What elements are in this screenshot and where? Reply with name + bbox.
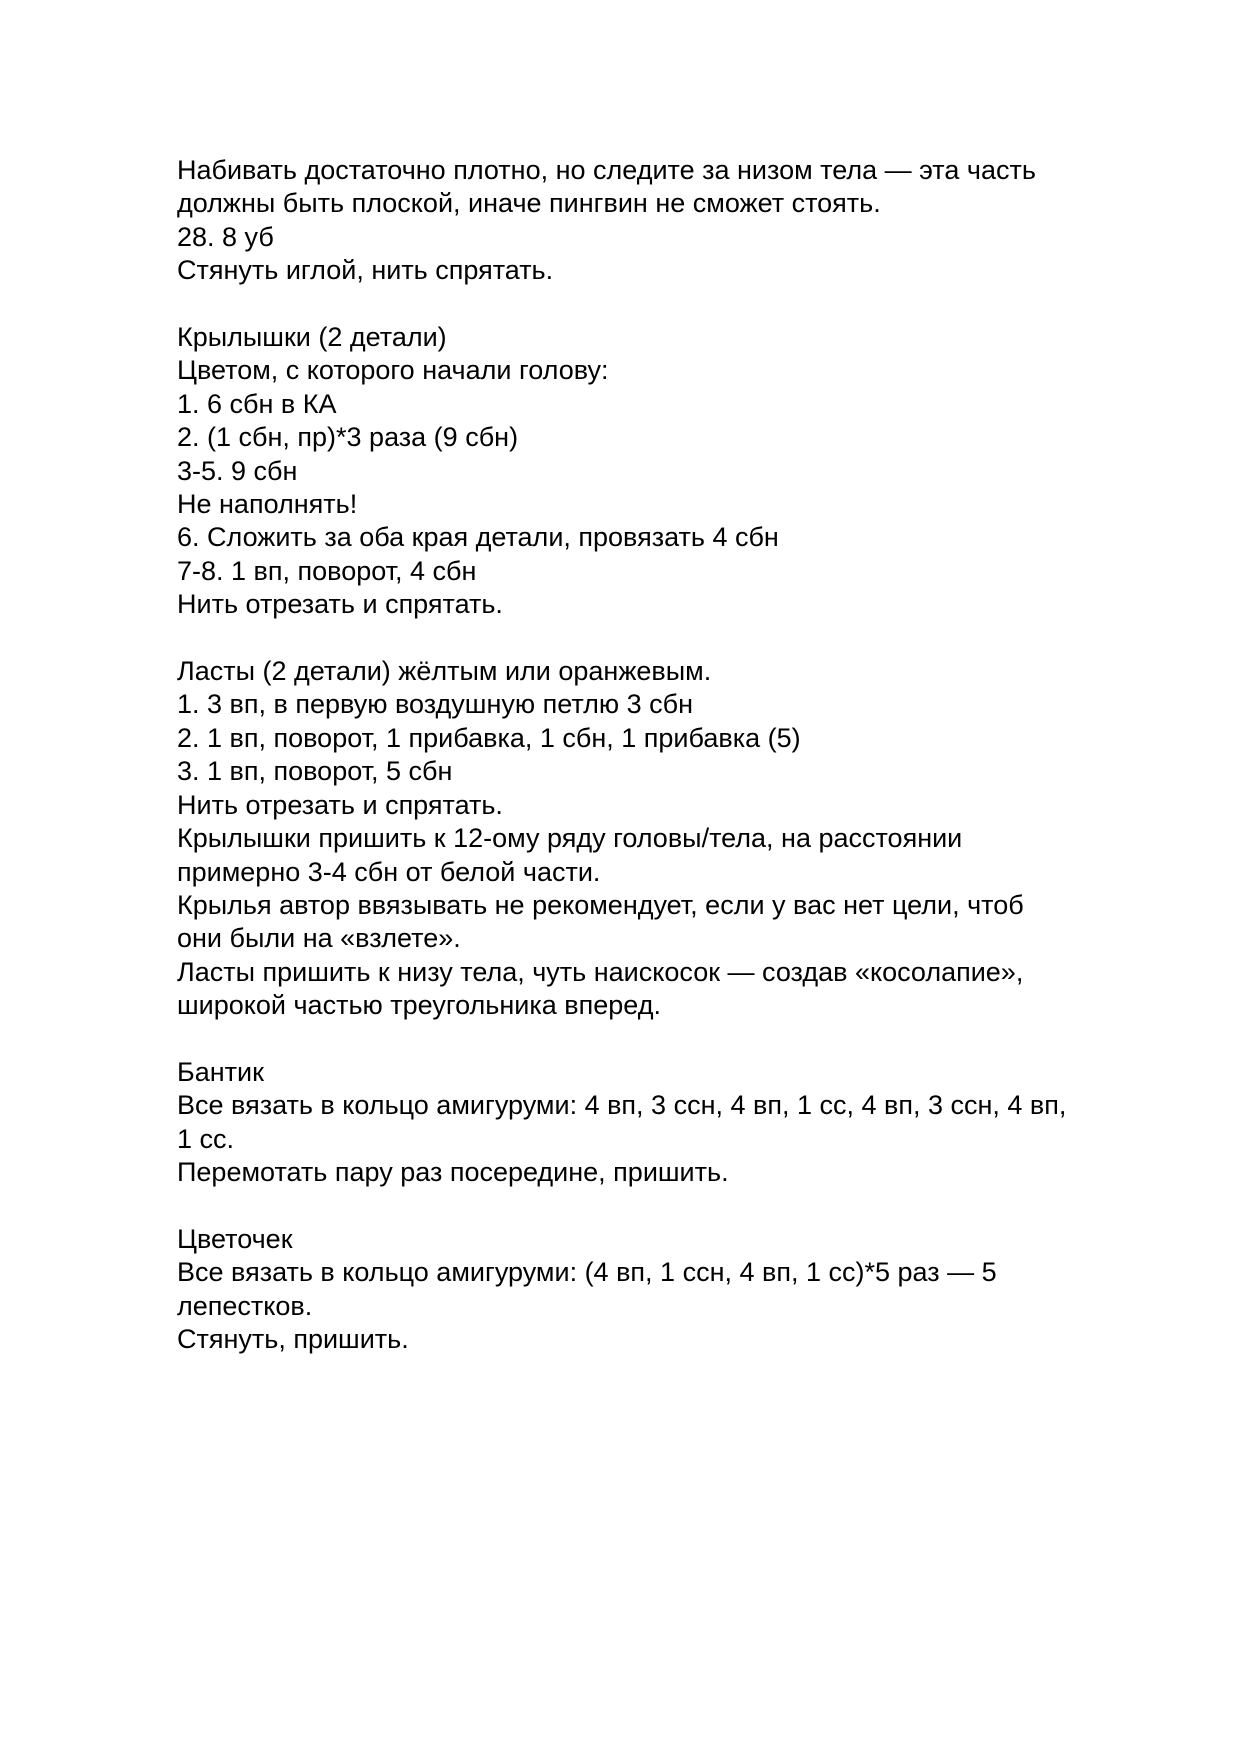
section-heading: Крылышки (2 детали) (177, 322, 447, 353)
text-line: Нить отрезать и спрятать. (177, 589, 503, 620)
text-line: 28. 8 уб (177, 221, 274, 252)
text-line: 7-8. 1 вп, поворот, 4 сбн (177, 555, 477, 586)
text-line: Нить отрезать и спрятать. (177, 789, 503, 820)
section-flower (177, 1223, 1167, 1357)
text-line: Стянуть иглой, нить спрятать. (177, 255, 554, 286)
text-line: 3-5. 9 сбн (177, 455, 298, 486)
text-line: 2. 1 вп, поворот, 1 прибавка, 1 сбн, 1 прибавка (5) (177, 722, 801, 753)
text-line: примерно 3-4 сбн от белой части. (177, 856, 601, 887)
section-flippers (177, 655, 1167, 1022)
section-heading: Ласты (2 детали) жёлтым или оранжевым. (177, 656, 712, 687)
text-line: Ласты пришить к низу тела, чуть наискосок — создав «косолапие», (177, 956, 1024, 987)
section-bow (177, 1056, 1167, 1190)
paragraph-gap (177, 622, 1167, 655)
text-line: 1. 3 вп, в первую воздушную петлю 3 сбн (177, 689, 694, 720)
text-line: Не наполнять! (177, 489, 358, 520)
text-line: Набивать достаточно плотно, но следите за низом тела — эта часть (177, 155, 1036, 185)
text-line: Цветом, с которого начали голову: (177, 355, 609, 386)
text-line: широкой частью треугольника вперед. (177, 990, 661, 1021)
text-line: они были на «взлете». (177, 923, 461, 954)
text-line: 2. (1 сбн, пр)*3 раза (9 сбн) (177, 422, 519, 453)
paragraph-gap (177, 288, 1167, 321)
text-line: Перемотать пару раз посередине, пришить. (177, 1157, 729, 1188)
text-line: 1 сс. (177, 1123, 235, 1154)
document-page (177, 154, 1167, 1357)
text-line: Стянуть, пришить. (177, 1324, 409, 1355)
section-heading: Бантик (177, 1056, 264, 1087)
section-wings (177, 321, 1167, 622)
text-line: Крылышки пришить к 12-ому ряду головы/тела, на расстоянии (177, 823, 963, 854)
paragraph-gap (177, 1190, 1167, 1223)
text-line: 3. 1 вп, поворот, 5 сбн (177, 756, 453, 787)
text-line: Все вязать в кольцо амигуруми: 4 вп, 3 ссн, 4 вп, 1 сс, 4 вп, 3 ссн, 4 вп, (177, 1090, 1067, 1121)
text-line: должны быть плоской, иначе пингвин не сможет стоять. (177, 188, 881, 219)
paragraph-gap (177, 1023, 1167, 1056)
text-line: Все вязать в кольцо амигуруми: (4 вп, 1 ссн, 4 вп, 1 сс)*5 раз — 5 (177, 1257, 997, 1288)
text-line: 1. 6 сбн в КА (177, 388, 337, 419)
section-heading: Цветочек (177, 1223, 293, 1254)
text-line: 6. Сложить за оба края детали, провязать 4 сбн (177, 522, 779, 553)
text-line: Крылья автор ввязывать не рекомендует, если у вас нет цели, чтоб (177, 889, 1024, 920)
text-line: лепестков. (177, 1290, 313, 1321)
section-body-stuffing (177, 154, 1167, 288)
